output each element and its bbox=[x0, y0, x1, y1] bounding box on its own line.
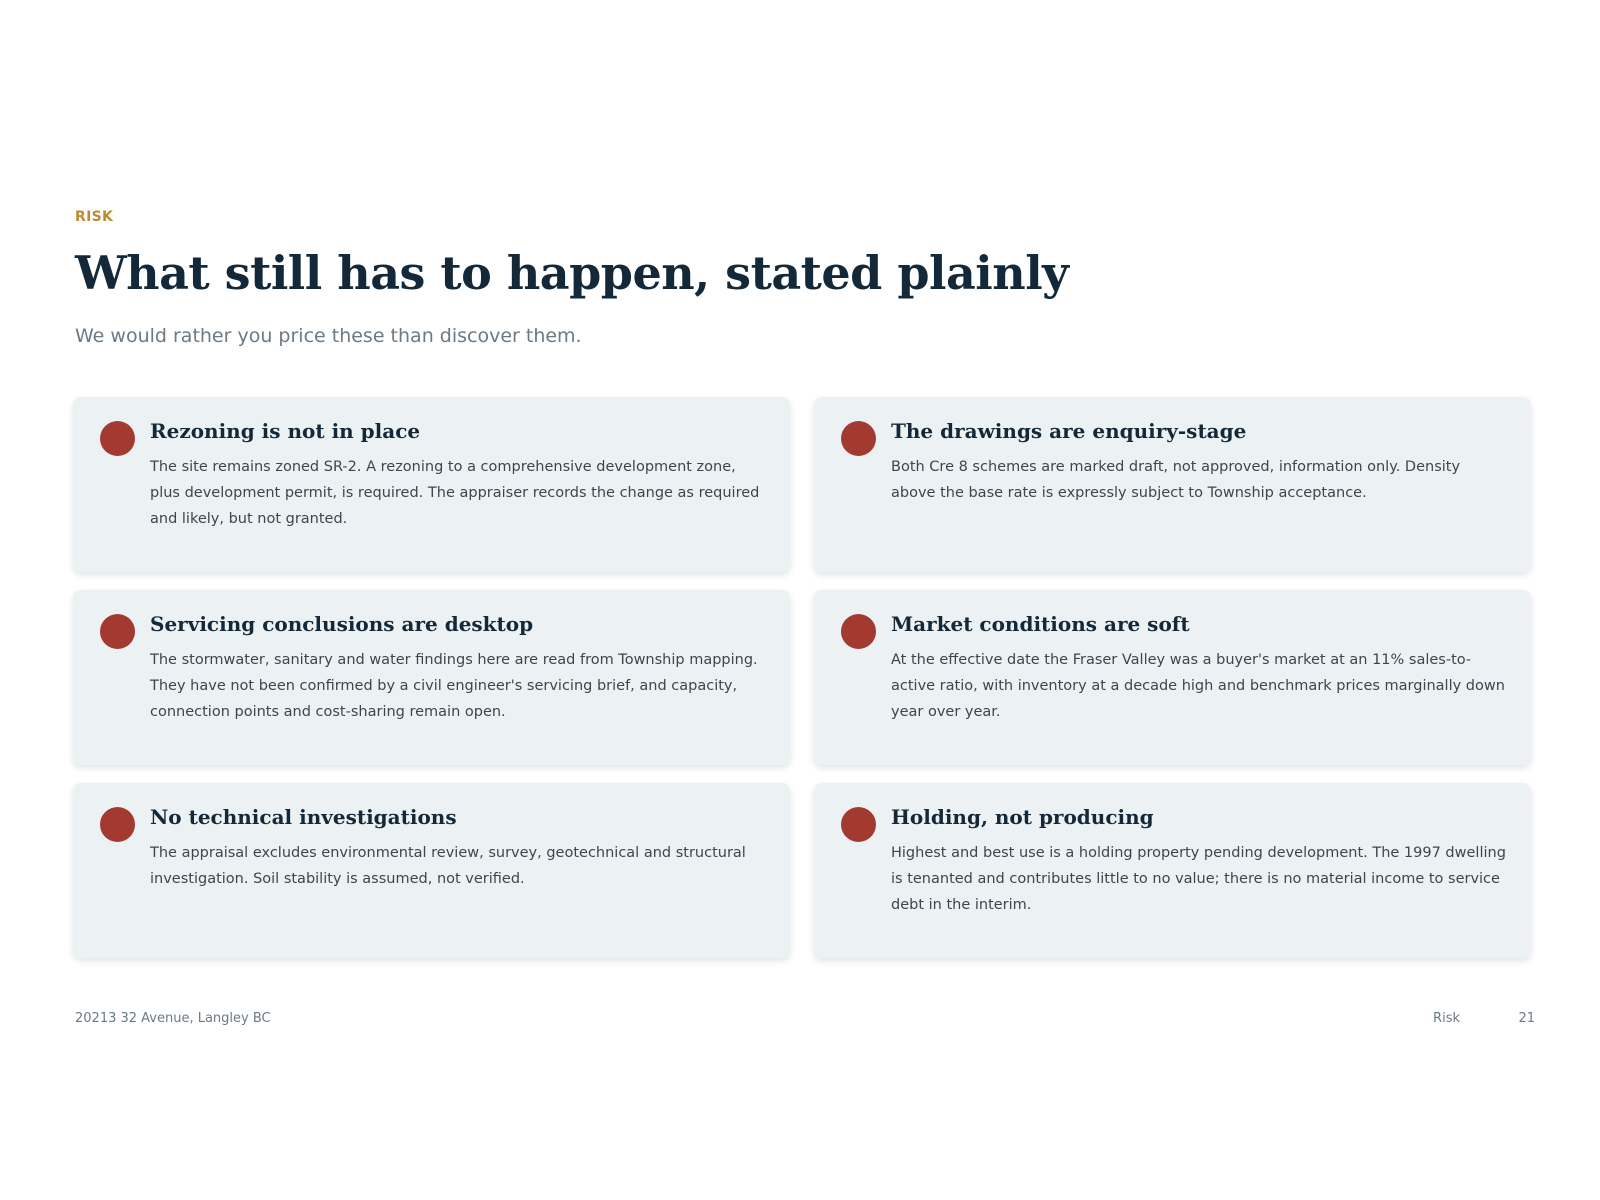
risk-card-title: Market conditions are soft bbox=[891, 612, 1190, 636]
slide-page bbox=[75, 0, 1535, 1200]
page-subtitle: We would rather you price these than discover them. bbox=[75, 325, 582, 347]
risk-marker-icon bbox=[100, 807, 135, 842]
risk-card-rezoning bbox=[73, 397, 790, 572]
section-kicker: RISK bbox=[75, 209, 114, 225]
risk-marker-icon bbox=[841, 807, 876, 842]
risk-card-holding bbox=[814, 783, 1531, 958]
risk-card-title: Holding, not producing bbox=[891, 805, 1154, 829]
risk-marker-icon bbox=[841, 421, 876, 456]
risk-card-title: Servicing conclusions are desktop bbox=[150, 612, 534, 636]
footer-address: 20213 32 Avenue, Langley BC bbox=[75, 1011, 271, 1026]
risk-card-investigations bbox=[73, 783, 790, 958]
risk-marker-icon bbox=[100, 421, 135, 456]
risk-card-title: The drawings are enquiry-stage bbox=[891, 419, 1247, 443]
risk-card-body: The stormwater, sanitary and water findings here are read from Township mapping. They have not been confirmed by a civil engineer's servicing brief, and capacity, connection points and cost-sharing remain open. bbox=[150, 652, 758, 720]
footer-section-label: Risk bbox=[1433, 1011, 1460, 1026]
page-title: What still has to happen, stated plainly bbox=[75, 246, 1069, 300]
risk-card-title: No technical investigations bbox=[150, 805, 457, 829]
risk-card-title: Rezoning is not in place bbox=[150, 419, 421, 443]
risk-card-body: The appraisal excludes environmental review, survey, geotechnical and structural investigation. Soil stability is assumed, not verified. bbox=[150, 845, 746, 887]
risk-card-body: The site remains zoned SR-2. A rezoning to a comprehensive development zone, plus development permit, is required. The appraiser records the change as required and likely, but not granted. bbox=[150, 459, 760, 527]
risk-card-grid bbox=[73, 397, 1535, 958]
footer-page-number: 21 bbox=[1518, 1011, 1535, 1026]
risk-card-body: Both Cre 8 schemes are marked draft, not approved, information only. Density above the base rate is expressly subject to Township acceptance. bbox=[891, 459, 1461, 501]
risk-card-servicing bbox=[73, 590, 790, 765]
risk-marker-icon bbox=[841, 614, 876, 649]
risk-card-body: Highest and best use is a holding property pending development. The 1997 dwelling is tenanted and contributes little to no value; there is no material income to service debt in the interim. bbox=[891, 845, 1506, 913]
risk-card-body: At the effective date the Fraser Valley was a buyer's market at an 11% sales-to-active ratio, with inventory at a decade high and benchmark prices marginally down year over year. bbox=[891, 652, 1505, 720]
risk-card-market bbox=[814, 590, 1531, 765]
risk-card-drawings bbox=[814, 397, 1531, 572]
risk-marker-icon bbox=[100, 614, 135, 649]
